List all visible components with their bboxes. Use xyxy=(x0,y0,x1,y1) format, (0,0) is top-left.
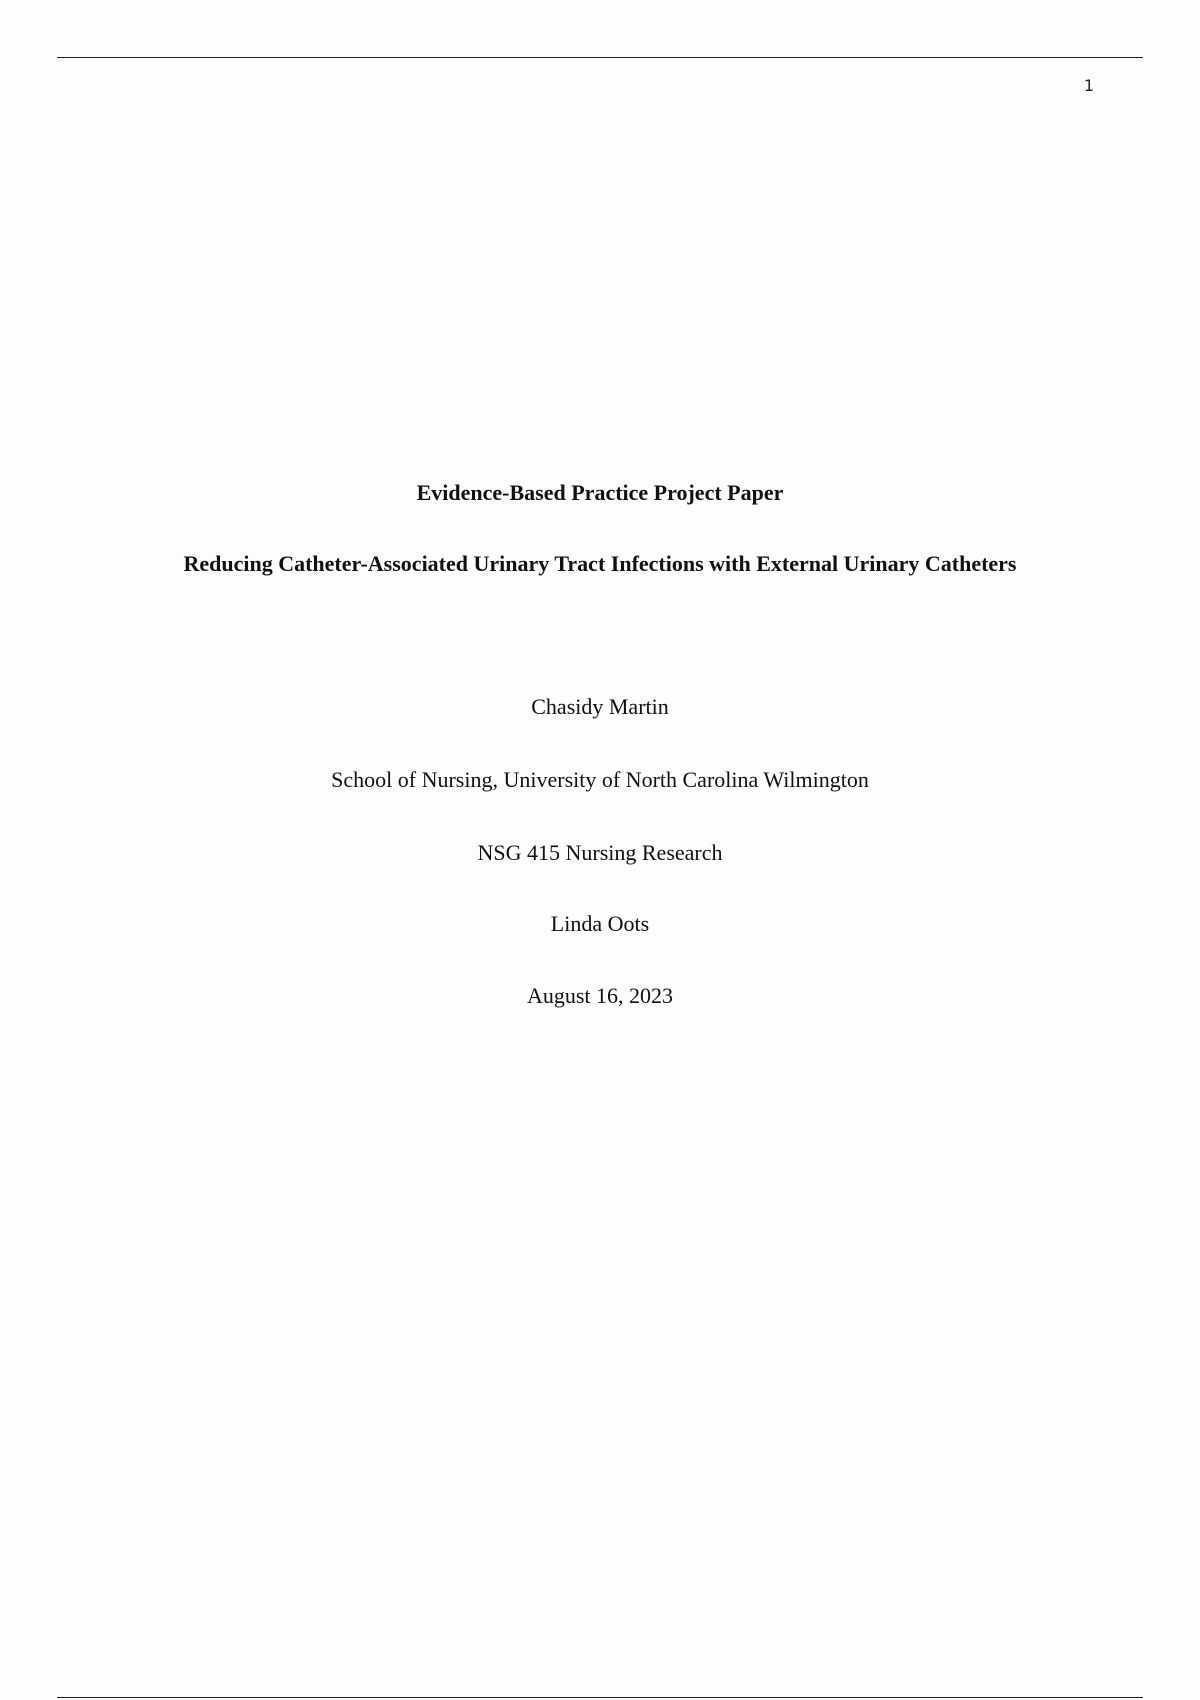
course-name: NSG 415 Nursing Research xyxy=(477,840,723,865)
document-title: Evidence-Based Practice Project Paper xyxy=(416,480,784,505)
instructor-name: Linda Oots xyxy=(550,911,650,936)
header-rule xyxy=(57,57,1143,58)
submission-date: August 16, 2023 xyxy=(526,983,674,1008)
document-subtitle: Reducing Catheter-Associated Urinary Tract Infections with External Urinary Catheters xyxy=(183,551,1017,576)
author-affiliation: School of Nursing, University of North Carolina Wilmington xyxy=(331,767,869,792)
page-number: 1 xyxy=(1083,76,1094,95)
author-name: Chasidy Martin xyxy=(531,694,669,719)
footer-rule xyxy=(57,1697,1143,1698)
